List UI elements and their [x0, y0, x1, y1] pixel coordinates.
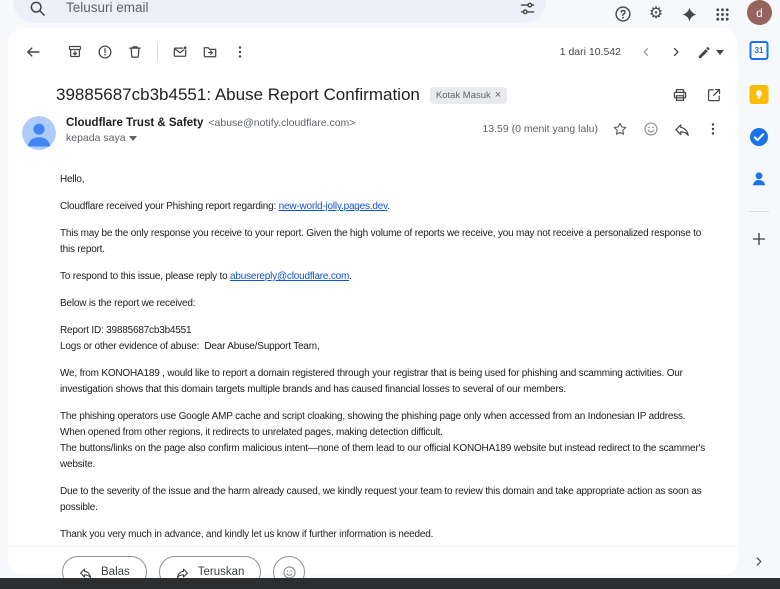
- message-counter: 1 dari 10.542: [559, 46, 621, 58]
- input-tool-button[interactable]: [697, 45, 724, 60]
- body-link[interactable]: new-world-jolly.pages.dev: [278, 201, 388, 212]
- body-text: possible.: [60, 502, 98, 513]
- email-card: [8, 28, 738, 578]
- body-text: When opened from other regions, it redirects to unrelated pages, making detection difficult.: [60, 427, 443, 438]
- hide-panel-chevron-icon[interactable]: [753, 555, 766, 568]
- caret-down-icon: [716, 50, 724, 55]
- report-spam-icon[interactable]: [90, 37, 120, 67]
- body-text: Cloudflare received your Phishing report regarding:: [60, 201, 279, 212]
- help-icon[interactable]: [612, 3, 634, 25]
- more-options-icon[interactable]: [225, 37, 255, 67]
- side-panel: [738, 28, 780, 575]
- body-text: Hello,: [60, 174, 85, 185]
- message-more-icon[interactable]: [704, 120, 722, 138]
- pagination-cluster: [560, 37, 724, 67]
- body-paragraph: [60, 323, 738, 355]
- contacts-icon[interactable]: [750, 170, 768, 188]
- body-text: Logs or other evidence of abuse: Dear Abuse/Support Team,: [60, 341, 320, 352]
- keep-icon[interactable]: [750, 85, 769, 104]
- remove-label-icon[interactable]: ×: [494, 89, 502, 101]
- subject-title: 39885687cb3b4551: Abuse Report Confirmation: [56, 85, 420, 104]
- open-in-new-icon[interactable]: [706, 87, 722, 103]
- move-to-icon[interactable]: [195, 37, 225, 67]
- body-paragraph: [60, 172, 738, 188]
- body-paragraph: [60, 269, 738, 285]
- forward-button[interactable]: Teruskan: [159, 556, 262, 588]
- body-text: .: [387, 201, 390, 212]
- body-link[interactable]: abusereply@cloudflare.com: [230, 271, 350, 282]
- search-filter-icon[interactable]: [519, 0, 536, 17]
- body-text: Report ID: 39885687cb3b4551: [60, 325, 192, 336]
- recipient-dropdown[interactable]: kepada saya: [66, 132, 355, 144]
- delete-icon[interactable]: [120, 37, 150, 67]
- account-avatar[interactable]: d: [747, 0, 772, 25]
- subject-row: [8, 70, 738, 108]
- body-paragraph: [60, 199, 738, 215]
- body-paragraph: [60, 366, 738, 398]
- body-paragraph: [60, 226, 738, 258]
- settings-gear-icon[interactable]: ⚙: [648, 5, 664, 22]
- bottom-screen-edge: [0, 578, 780, 589]
- subject-actions: [672, 87, 722, 103]
- body-text: Thank you very much in advance, and kindly let us know if further information is needed.: [60, 529, 434, 540]
- label-chip-inbox[interactable]: Kotak Masuk ×: [430, 87, 507, 104]
- body-paragraph: [60, 296, 738, 312]
- get-addons-icon[interactable]: [751, 231, 767, 247]
- message-meta: [482, 116, 722, 138]
- body-text: The buttons/links on the page also confirm malicious intent—none of them lead to our official KONOHA189 website but instead redirect to the scammer's: [60, 443, 706, 454]
- body-text: investigation shows that this domain targets multiple brands and has caused financial losses to several of our members.: [60, 384, 566, 395]
- sender-info: [66, 116, 355, 144]
- body-text: Due to the severity of the issue and the harm already caused, we kindly request your team to review this domain and take appropriate action as soon as: [60, 486, 702, 497]
- panel-divider: [749, 211, 769, 212]
- timestamp: 13.59 (0 menit yang lalu): [482, 123, 598, 135]
- print-icon[interactable]: [672, 87, 688, 103]
- body-text: website.: [60, 459, 96, 470]
- search-icon[interactable]: [29, 0, 46, 17]
- emoji-reaction-icon[interactable]: [642, 120, 660, 138]
- sender-email: <abuse@notify.cloudflare.com>: [208, 117, 356, 129]
- mark-unread-icon[interactable]: [165, 37, 195, 67]
- gemini-icon[interactable]: [678, 3, 700, 25]
- header-actions: [612, 3, 772, 25]
- older-chevron-icon[interactable]: [661, 37, 691, 67]
- message-toolbar: [8, 28, 738, 70]
- reply-icon[interactable]: [673, 120, 691, 138]
- body-text: this report.: [60, 244, 105, 255]
- body-text: The phishing operators use Google AMP cache and script cloaking, showing the phishing page only when accessed from an Indonesian IP address.: [60, 411, 686, 422]
- body-text: To respond to this issue, please reply to: [60, 271, 231, 282]
- newer-chevron-icon[interactable]: [631, 37, 661, 67]
- search-bar[interactable]: [13, 0, 546, 23]
- apps-grid-icon[interactable]: [711, 3, 733, 25]
- body-paragraph: [60, 409, 738, 473]
- tasks-icon[interactable]: [749, 127, 769, 147]
- sender-row: [8, 108, 738, 158]
- sender-name: Cloudflare Trust & Safety: [66, 117, 204, 129]
- calendar-icon[interactable]: 31: [750, 41, 769, 60]
- star-icon[interactable]: [611, 120, 629, 138]
- reply-button[interactable]: Balas: [62, 556, 147, 588]
- body-paragraph: [60, 484, 738, 516]
- body-text: This may be the only response you receive to your report. Given the high volume of reports we receive, you may not receive a personalized response to: [60, 228, 702, 239]
- reply-arrow-icon: [79, 566, 92, 579]
- caret-down-icon: [129, 136, 137, 141]
- archive-icon[interactable]: [60, 37, 90, 67]
- body-text: Below is the report we received:: [60, 298, 196, 309]
- email-body: [8, 158, 738, 546]
- body-text: We, from KONOHA189 , would like to report a domain registered through your registrar that is being used for phishing and scamming activities. Our: [60, 368, 683, 379]
- forward-arrow-icon: [176, 566, 189, 579]
- body-text: .: [349, 271, 352, 282]
- toolbar-divider: [157, 43, 158, 61]
- body-paragraph: [60, 527, 738, 543]
- search-input[interactable]: [64, 0, 519, 16]
- back-icon[interactable]: [18, 37, 48, 67]
- sender-avatar[interactable]: [22, 116, 56, 150]
